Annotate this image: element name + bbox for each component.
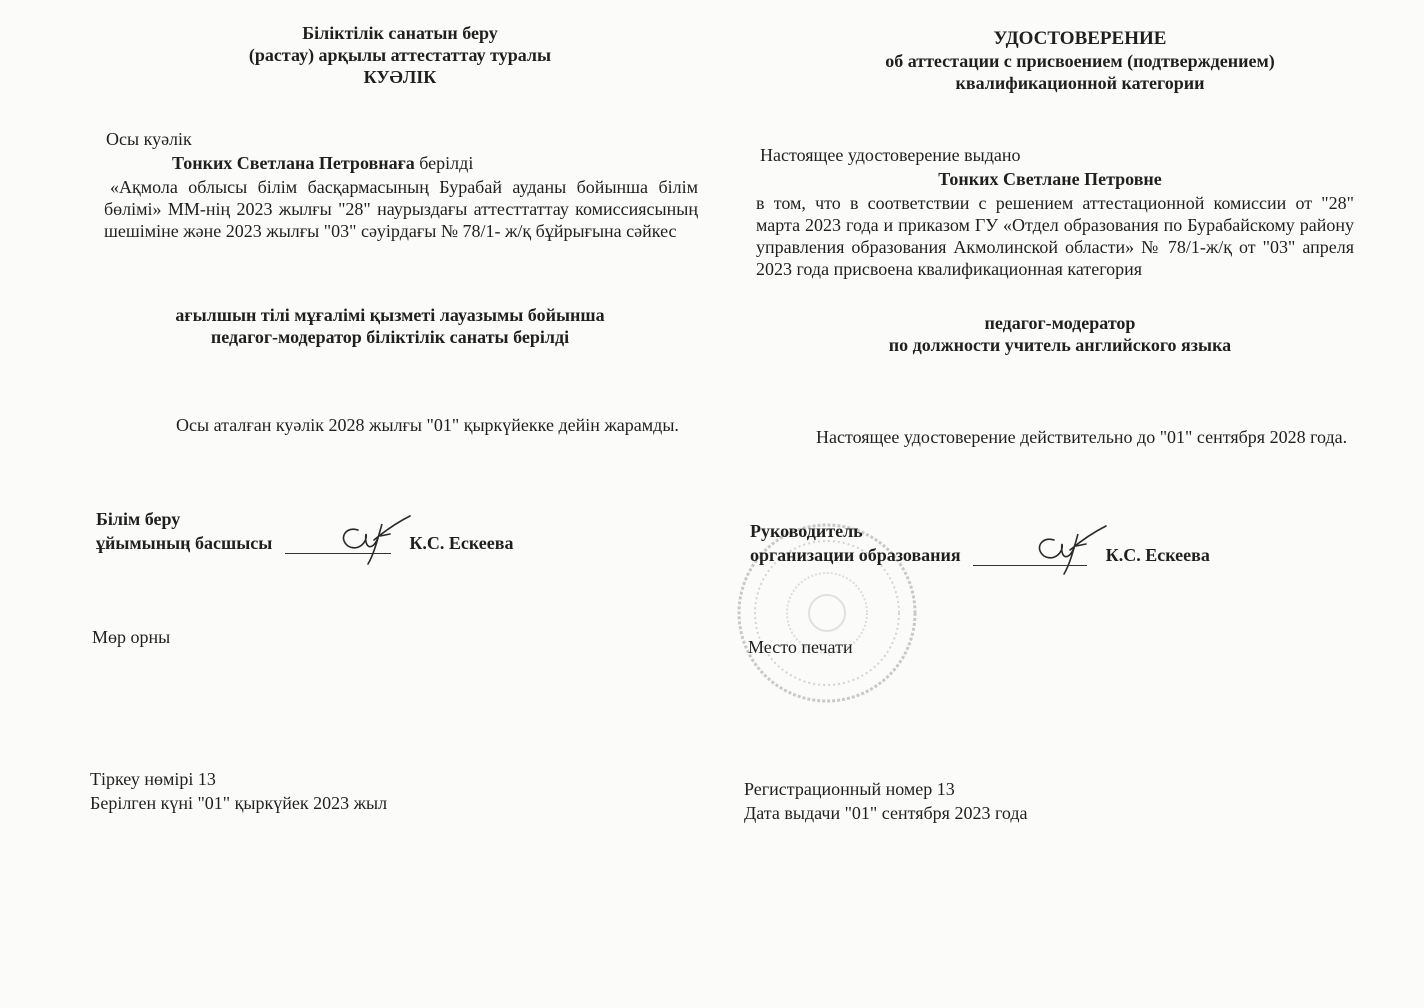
kz-title-line1: Біліктілік санатын беру: [302, 23, 498, 43]
ru-head-signature-row: [750, 544, 1210, 566]
ru-body-text: в том, что в соответствии с решением аттестационной комиссии от "28" марта 2023 года и приказом ГУ «Отдел образования по Бурабайскому району управления образования Акмолинской области» № 78/1-ж/қ от "03" апреля 2023 года присвоена квалификационная категория: [756, 193, 1354, 279]
ru-validity-text: Настоящее удостоверение действительно до "01" сентября 2028 года.: [816, 427, 1348, 447]
kz-category: [80, 304, 700, 348]
kz-category-line1: ағылшын тілі мұғалімі қызметі лауазымы бойынша: [175, 305, 605, 325]
ru-reg-number: Регистрационный номер 13: [744, 779, 955, 799]
ru-title-line3: квалификационной категории: [955, 73, 1205, 93]
ru-head-name: К.С. Ескеева: [1105, 545, 1210, 565]
kz-issued-prefix: Осы куәлік: [106, 129, 192, 149]
kz-category-line2: педагог-модератор біліктілік санаты берілді: [210, 327, 570, 347]
kz-seal-place: Мөр орны: [92, 627, 171, 647]
ru-title: [810, 28, 1350, 94]
kz-title-line2: (растау) арқылы аттестаттау туралы: [248, 45, 552, 65]
kz-validity-text: Осы аталған куәлік 2028 жылғы "01" қыркүйекке дейін жарамды.: [176, 415, 679, 435]
kz-signature-icon: [328, 508, 418, 566]
ru-seal-place: Место печати: [748, 637, 853, 657]
ru-title-line1: УДОСТОВЕРЕНИЕ: [993, 28, 1167, 49]
kz-head-label-line1: Білім беру: [96, 509, 181, 529]
ru-title-line2: об аттестации с присвоением (подтверждением): [885, 51, 1275, 71]
ru-head-label-line1: Руководитель: [750, 521, 863, 541]
kz-recipient-suffix: берілді: [414, 153, 474, 173]
ru-category: [740, 312, 1380, 356]
kz-recipient-line: [172, 152, 473, 174]
ru-recipient-name: Тонких Светлане Петровне: [938, 169, 1162, 189]
kz-title: [80, 22, 720, 88]
ru-issue-date: Дата выдачи "01" сентября 2023 года: [744, 803, 1028, 823]
ru-signature-icon: [1024, 518, 1114, 576]
ru-head-label-line2: организации образования: [750, 545, 961, 565]
ru-issued-prefix: Настоящее удостоверение выдано: [760, 145, 1021, 165]
kz-title-line3: КУӘЛІК: [363, 67, 437, 87]
kz-head-name: К.С. Ескеева: [409, 533, 514, 553]
ru-category-line1: педагог-модератор: [984, 313, 1136, 333]
kz-body-text: «Ақмола облысы білім басқармасының Бурабай ауданы бойынша білім бөлімі» ММ-нің 2023 жылғы "28" наурыздағы аттесттаттау комиссиясының шешіміне және 2023 жылғы "03" сәуірдағы № 78/1- ж/қ бұйрығына сәйкес: [104, 177, 698, 241]
kz-issue-date: Берілген күні "01" қыркүйек 2023 жыл: [90, 793, 388, 813]
kz-recipient-name: Тонких Светлана Петровнаға: [172, 153, 415, 173]
kz-reg-number: Тіркеу нөмірі 13: [90, 769, 216, 789]
kz-head-signature-row: [96, 532, 514, 554]
kz-head-label-line2: ұйымының басшысы: [96, 533, 273, 553]
ru-category-line2: по должности учитель английского языка: [888, 335, 1232, 355]
